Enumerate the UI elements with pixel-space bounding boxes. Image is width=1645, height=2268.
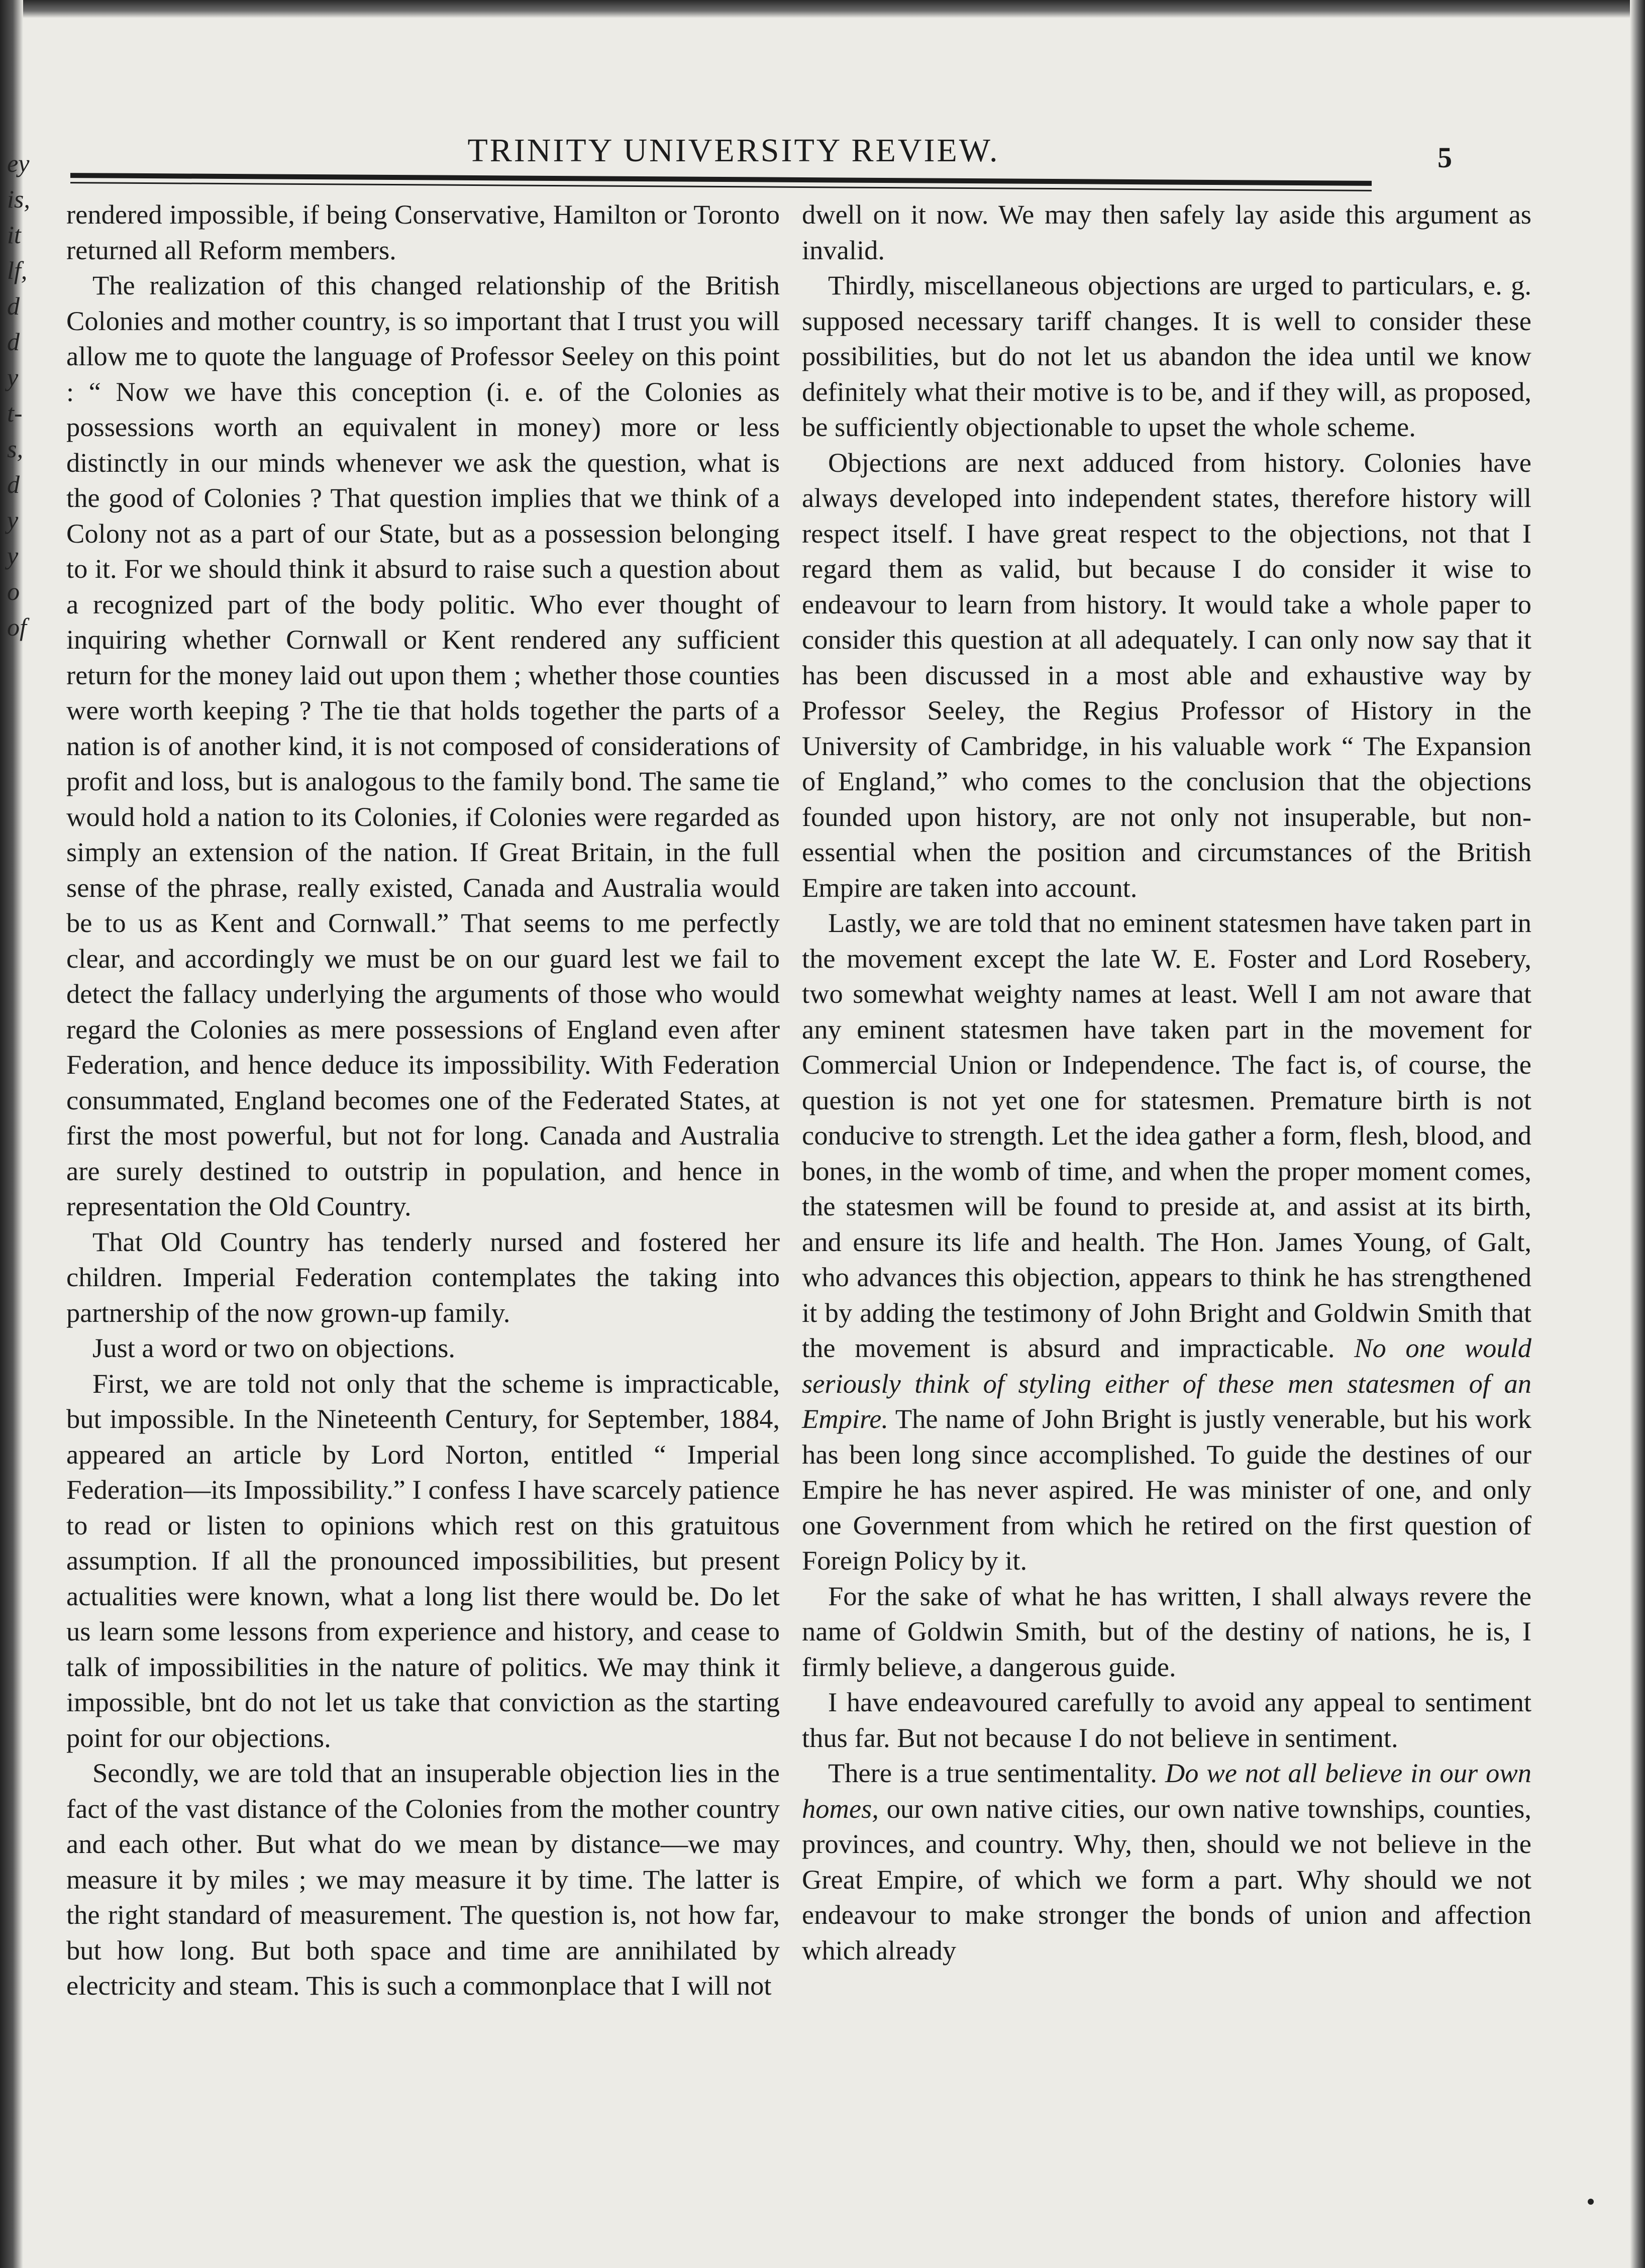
paragraph-text: Lastly, we are told that no eminent statesmen have taken part in the movement except the late W. E. Foster and Lord Rosebery, two somewhat weighty names at least. Well I am not aware that any eminent statesmen have taken part in the movement for Commercial Union or Independence. The fact is, of course, the question is not yet one for statesmen. Premature birth is not conducive to strength. Let the idea gather a form, flesh, blood, and bones, in the womb of time, and when the proper moment comes, the statesmen will be found to preside at, and assist at its birth, and ensure its life and health. The Hon. James Young, of Galt, who advances this objection, appears to think he has strengthened it by adding the testimony of John Bright and Goldwin Smith that the movement is absurd and impracticable. — [802, 907, 1531, 1363]
paragraph: The realization of this changed relationship of the British Colonies and mother country, is so important that I trust you will allow me to quote the language of Professor Seeley on this point : “ Now we have this conception (i. e. of the Colonies as possessions worth an equivalent in money) more or less distinctly in our minds whenever we ask the question, what is the good of Colonies ? That question implies that we think of a Colony not as a part of our State, but as a possession belonging to it. For we should think it absurd to raise such a question about a recognized part of the body politic. Who ever thought of inquiring whether Cornwall or Kent rendered any sufficient return for the money laid out upon them ; whether those counties were worth keeping ? The tie that holds together the parts of a nation is of another kind, it is not composed of considerations of profit and loss, but is analogous to the family bond. The same tie would hold a nation to its Colonies, if Colonies were regarded as simply an extension of the nation. If Great Britain, in the full sense of the phrase, really existed, Canada and Australia would be to us as Kent and Cornwall.” That seems to me perfectly clear, and accordingly we must be on our guard lest we fail to detect the fallacy underlying the arguments of those who would regard the Colonies as mere possessions of England even after Federation, and hence deduce its impossibility. With Federation consummated, England becomes one of the Federated States, at first the most powerful, but not for long. Canada and Australia are surely destined to outstrip in population, and hence in representation the Old Country. — [66, 270, 780, 1221]
journal-title: TRINITY UNIVERSITY REVIEW. — [467, 132, 1000, 169]
page-header — [166, 132, 1452, 177]
margin-fragment: y — [7, 542, 19, 570]
paragraph — [802, 1756, 1531, 1968]
left-column — [66, 197, 780, 2207]
previous-page-margin — [7, 146, 30, 645]
margin-fragment: it — [7, 221, 21, 249]
scan-edge-right — [1630, 0, 1645, 2268]
paragraph: That Old Country has tenderly nursed and fostered her children. Imperial Federation contemplates the taking into partnership of the now grown-up family. — [66, 1226, 780, 1328]
scan-edge-top — [0, 0, 1645, 18]
paragraph-text: our own native cities, our own native townships, counties, provinces, and country. Why, then, should we not believe in the Great Empire, of which we form a part. Why should we not endeavour to make stronger the bonds of union and affection which already — [802, 1793, 1531, 1966]
right-column — [802, 197, 1531, 2207]
margin-fragment: y — [7, 506, 19, 534]
italic-text: No one would seriously think of styling either of these men statesmen of an Empire. — [802, 1332, 1531, 1434]
paragraph: Thirdly, miscellaneous objections are urged to particulars, e. g. supposed necessary tariff changes. It is well to consider these possibilities, but do not let us abandon the idea until we know definitely what their motive is to be, and if they will, as proposed, be sufficiently objectionable to upset the whole scheme. — [802, 270, 1531, 442]
ink-speck — [1588, 2199, 1594, 2205]
paragraph: Just a word or two on objections. — [92, 1332, 456, 1363]
margin-fragment: lf, — [7, 256, 28, 284]
margin-fragment: d — [7, 292, 20, 320]
page-number: 5 — [1437, 141, 1452, 174]
paragraph: rendered impossible, if being Conservative, Hamilton or Toronto returned all Reform members. — [66, 199, 780, 265]
paragraph: For the sake of what he has written, I shall always revere the name of Goldwin Smith, but of the destiny of nations, he is, I firmly believe, a dangerous guide. — [802, 1580, 1531, 1682]
paragraph: Objections are next adduced from history. Colonies have always developed into independent states, therefore history will respect itself. I have great respect to the objections, not that I regard them as valid, but because I do consider it wise to endeavour to learn from history. It would take a whole paper to consider this question at all adequately. I can only now say that it has been discussed in a most able and exhaustive way by Professor Seeley, the Regius Professor of History in the University of Cambridge, in his valuable work “ The Expansion of England,” who comes to the conclusion that the objections founded upon history, are not only not insuperable, but non-essential when the position and circumstances of the British Empire are taken into account. — [802, 447, 1531, 903]
paragraph: I have endeavoured carefully to avoid any appeal to sentiment thus far. But not because I do not believe in sentiment. — [802, 1687, 1531, 1753]
margin-fragment: ey — [7, 149, 30, 177]
margin-fragment: is, — [7, 185, 30, 213]
italic-text: Do we not all believe in our own homes, — [802, 1758, 1531, 1824]
paragraph-text: There is a true sentimentality. — [828, 1758, 1157, 1788]
paragraph: Secondly, we are told that an insuperable objection lies in the fact of the vast distance of the Colonies from the mother country and each other. But what do we mean by distance—we may measure it by miles ; we may measure it by time. The latter is the right standard of measurement. The question is, not how far, but how long. But both space and time are annihilated by electricity and steam. This is such a commonplace that I will not — [66, 1758, 780, 2001]
margin-fragment: d — [7, 328, 20, 356]
margin-fragment: s, — [7, 435, 23, 463]
paragraph: dwell on it now. We may then safely lay aside this argument as invalid. — [802, 199, 1531, 265]
paragraph: First, we are told not only that the scheme is impracticable, but impossible. In the Nineteenth Century, for September, 1884, appeared an article by Lord Norton, entitled “ Imperial Federation—its Impossibility.” I confess I have scarcely patience to read or listen to opinions which rest on this gratuitous assumption. If all the pronounced impossibilities, but present actualities were known, what a long list there would be. Do let us learn some lessons from experience and history, and cease to talk of impossibilities in the nature of politics. We may think it impossible, bnt do not let us take that conviction as the starting point for our objections. — [66, 1368, 780, 1753]
paragraph-text: The name of John Bright is justly venerable, but his work has been long since accomplished. To guide the destines of our Empire he has never aspired. He was minister of one, and only one Government from which he retired on the first question of Foreign Policy by it. — [802, 1403, 1531, 1576]
margin-fragment: of — [7, 613, 27, 641]
margin-fragment: y — [7, 363, 19, 391]
paragraph — [802, 905, 1531, 1579]
margin-fragment: t- — [7, 399, 23, 427]
margin-fragment: d — [7, 470, 20, 498]
margin-fragment: o — [7, 577, 20, 605]
